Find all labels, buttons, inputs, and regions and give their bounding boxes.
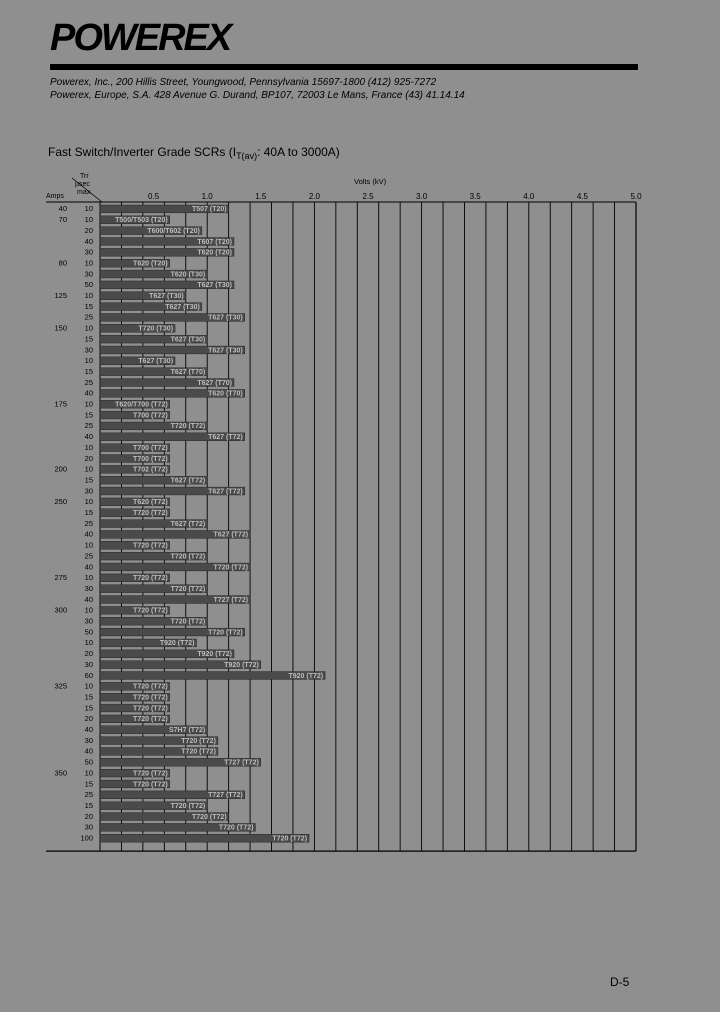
part-number-label: T627 (T30) xyxy=(197,282,232,290)
part-number-label: T720 (T72) xyxy=(170,553,206,561)
part-number-label: T600/T602 (T20) xyxy=(147,227,200,235)
trr-label: 10 xyxy=(84,215,93,225)
header-diagonal xyxy=(72,178,102,202)
part-number-label: T727 (T72) xyxy=(208,792,243,800)
part-number-label: T720 (T72) xyxy=(133,542,168,550)
part-number-label: T727 (T72) xyxy=(224,759,259,767)
trr-label: 30 xyxy=(84,247,93,257)
amps-label: 175 xyxy=(54,399,67,409)
part-number-label: T627 (T30) xyxy=(208,347,243,355)
part-number-label: T500/T503 (T20) xyxy=(115,217,168,225)
part-number-label: T620 (T72) xyxy=(133,499,168,507)
trr-label: 60 xyxy=(84,670,93,680)
trr-label: 40 xyxy=(84,594,93,604)
part-number-label: S7H7 (T72) xyxy=(169,727,206,735)
part-number-label: T627 (T72) xyxy=(208,488,243,496)
amps-label: 350 xyxy=(54,768,67,778)
title-subscript: T(av) xyxy=(236,151,258,161)
trr-label: 20 xyxy=(84,649,93,659)
page-number: D-5 xyxy=(610,975,630,989)
part-number-label: T720 (T72) xyxy=(170,423,206,431)
address-europe: Powerex, Europe, S.A. 428 Avenue G. Durand, BP107, 72003 Le Mans, France (43) 41.14.14 xyxy=(50,90,465,101)
amps-label: 275 xyxy=(54,573,67,583)
part-number-label: T620 (T30) xyxy=(170,271,206,279)
trr-label: 15 xyxy=(84,301,93,311)
x-tick-label: 4.5 xyxy=(576,192,588,201)
trr-label: 40 xyxy=(84,236,93,246)
part-number-label: T720 (T72) xyxy=(272,835,308,843)
x-tick-label: 3.0 xyxy=(416,192,428,201)
part-number-label: T720 (T72) xyxy=(133,705,168,713)
trr-label: 40 xyxy=(84,432,93,442)
trr-label: 30 xyxy=(84,345,93,355)
amps-label: 250 xyxy=(54,497,67,507)
trr-label: 40 xyxy=(84,388,93,398)
trr-label: 15 xyxy=(84,334,93,344)
part-number-label: T627 (T30) xyxy=(208,314,243,322)
trr-label: 20 xyxy=(84,225,93,235)
amps-label: 80 xyxy=(58,258,67,268)
amps-label: 40 xyxy=(58,204,67,214)
trr-label: 30 xyxy=(84,583,93,593)
trr-label: 10 xyxy=(84,399,93,409)
trr-label: 30 xyxy=(84,269,93,279)
trr-label: 10 xyxy=(84,464,93,474)
part-number-label: T720 (T72) xyxy=(133,716,168,724)
part-number-label: T627 (T72) xyxy=(213,531,249,539)
x-tick-label: 5.0 xyxy=(630,192,642,201)
x-tick-label: 4.0 xyxy=(523,192,535,201)
trr-label: 20 xyxy=(84,453,93,463)
part-number-label: T720 (T72) xyxy=(133,607,168,615)
trr-label: 20 xyxy=(84,811,93,821)
part-number-label: T627 (T30) xyxy=(170,336,206,344)
part-number-label: T720 (T72) xyxy=(170,585,206,593)
amps-label: 125 xyxy=(54,291,67,301)
part-number-label: T702 (T72) xyxy=(133,466,168,474)
trr-label: 10 xyxy=(84,540,93,550)
part-number-label: T627 (T70) xyxy=(170,368,206,376)
trr-label: 10 xyxy=(84,204,93,214)
trr-label: 30 xyxy=(84,822,93,832)
part-number-label: T620 (T20) xyxy=(133,260,168,268)
part-number-label: T620 (T20) xyxy=(197,249,232,257)
part-number-label: T720 (T30) xyxy=(138,325,174,333)
trr-label: 10 xyxy=(84,497,93,507)
part-number-label: T720 (T72) xyxy=(192,813,227,821)
trr-label: 40 xyxy=(84,725,93,735)
part-number-label: T920 (T72) xyxy=(224,661,259,669)
part-number-label: T920 (T72) xyxy=(288,672,324,680)
part-number-label: T720 (T72) xyxy=(170,802,206,810)
part-number-label: T620 (T70) xyxy=(208,390,243,398)
address-us: Powerex, Inc., 200 Hillis Street, Youngwood, Pennsylvania 15697-1800 (412) 925-7272 xyxy=(50,77,437,88)
part-number-label: T627 (T30) xyxy=(138,358,174,366)
part-number-label: T720 (T72) xyxy=(213,564,249,572)
trr-label: 10 xyxy=(84,291,93,301)
trr-label: 10 xyxy=(84,605,93,615)
amps-label: 325 xyxy=(54,681,67,691)
amps-label: 150 xyxy=(54,323,67,333)
x-tick-label: 2.5 xyxy=(362,192,374,201)
amps-label: 200 xyxy=(54,464,67,474)
trr-label: 50 xyxy=(84,757,93,767)
part-number-label: T720 (T72) xyxy=(133,510,168,518)
part-number-label: T607 (T20) xyxy=(197,238,232,246)
trr-label: 25 xyxy=(84,551,93,561)
trr-label: 30 xyxy=(84,616,93,626)
part-number-label: T720 (T72) xyxy=(133,770,168,778)
part-number-label: T620/T700 (T72) xyxy=(115,401,168,409)
trr-label: 10 xyxy=(84,323,93,333)
part-number-label: T720 (T72) xyxy=(208,629,243,637)
trr-label: 10 xyxy=(84,681,93,691)
part-number-label: T507 (T20) xyxy=(192,206,227,214)
part-number-label: T700 (T72) xyxy=(133,455,168,463)
trr-label: 50 xyxy=(84,280,93,290)
trr-label: 10 xyxy=(84,442,93,452)
trr-label: 25 xyxy=(84,790,93,800)
trr-label: 100 xyxy=(80,833,93,843)
trr-label: 40 xyxy=(84,562,93,572)
part-number-label: T720 (T72) xyxy=(181,748,216,756)
part-number-label: T920 (T72) xyxy=(159,640,195,648)
amps-column-header: Amps xyxy=(46,193,64,200)
trr-label: 30 xyxy=(84,735,93,745)
trr-label: 15 xyxy=(84,508,93,518)
amps-label: 300 xyxy=(54,605,67,615)
part-number-label: T627 (T72) xyxy=(208,434,243,442)
volts-axis-label: Volts (kV) xyxy=(354,177,387,186)
x-tick-label: 1.0 xyxy=(201,192,213,201)
trr-column-header: Trr xyxy=(80,173,89,180)
part-number-label: T920 (T72) xyxy=(197,651,232,659)
trr-label: 30 xyxy=(84,486,93,496)
part-number-label: T720 (T72) xyxy=(133,781,168,789)
trr-label: 30 xyxy=(84,659,93,669)
x-tick-label: 0.5 xyxy=(148,192,160,201)
trr-label: 25 xyxy=(84,312,93,322)
trr-unit: µsec xyxy=(75,181,90,188)
trr-label: 10 xyxy=(84,768,93,778)
part-number-label: T627 (T30) xyxy=(149,293,184,301)
trr-label: 10 xyxy=(84,573,93,583)
part-number-label: T627 (T30) xyxy=(165,303,200,311)
part-number-label: T700 (T72) xyxy=(133,412,168,420)
trr-label: 10 xyxy=(84,258,93,268)
trr-label: 15 xyxy=(84,779,93,789)
part-number-label: T627 (T72) xyxy=(170,477,206,485)
part-number-label: T720 (T72) xyxy=(218,824,254,832)
trr-label: 25 xyxy=(84,518,93,528)
part-number-label: T627 (T72) xyxy=(170,520,206,528)
title-main: Fast Switch/Inverter Grade SCRs (I xyxy=(48,145,237,159)
powerex-logo: POWEREX xyxy=(50,17,231,59)
trr-label: 40 xyxy=(84,529,93,539)
part-number-label: T720 (T72) xyxy=(133,694,168,702)
trr-label: 15 xyxy=(84,800,93,810)
trr-label: 50 xyxy=(84,627,93,637)
trr-label: 40 xyxy=(84,746,93,756)
part-number-label: T720 (T72) xyxy=(133,683,168,691)
amps-label: 70 xyxy=(58,215,67,225)
trr-label: 10 xyxy=(84,356,93,366)
trr-label: 15 xyxy=(84,703,93,713)
x-tick-label: 2.0 xyxy=(308,192,320,201)
trr-max: max. xyxy=(77,189,93,196)
x-tick-label: 1.5 xyxy=(255,192,267,201)
x-tick-label: 3.5 xyxy=(469,192,481,201)
part-number-label: T627 (T70) xyxy=(197,379,232,387)
trr-label: 25 xyxy=(84,421,93,431)
trr-label: 15 xyxy=(84,366,93,376)
trr-label: 15 xyxy=(84,692,93,702)
trr-label: 25 xyxy=(84,377,93,387)
trr-label: 10 xyxy=(84,638,93,648)
part-number-label: T720 (T72) xyxy=(181,737,216,745)
trr-label: 20 xyxy=(84,714,93,724)
trr-label: 15 xyxy=(84,475,93,485)
part-number-label: T727 (T72) xyxy=(213,596,249,604)
title-range: : 40A to 3000A) xyxy=(257,145,340,159)
trr-label: 15 xyxy=(84,410,93,420)
part-number-label: T700 (T72) xyxy=(133,444,168,452)
part-number-label: T720 (T72) xyxy=(170,618,206,626)
part-number-label: T720 (T72) xyxy=(133,575,168,583)
